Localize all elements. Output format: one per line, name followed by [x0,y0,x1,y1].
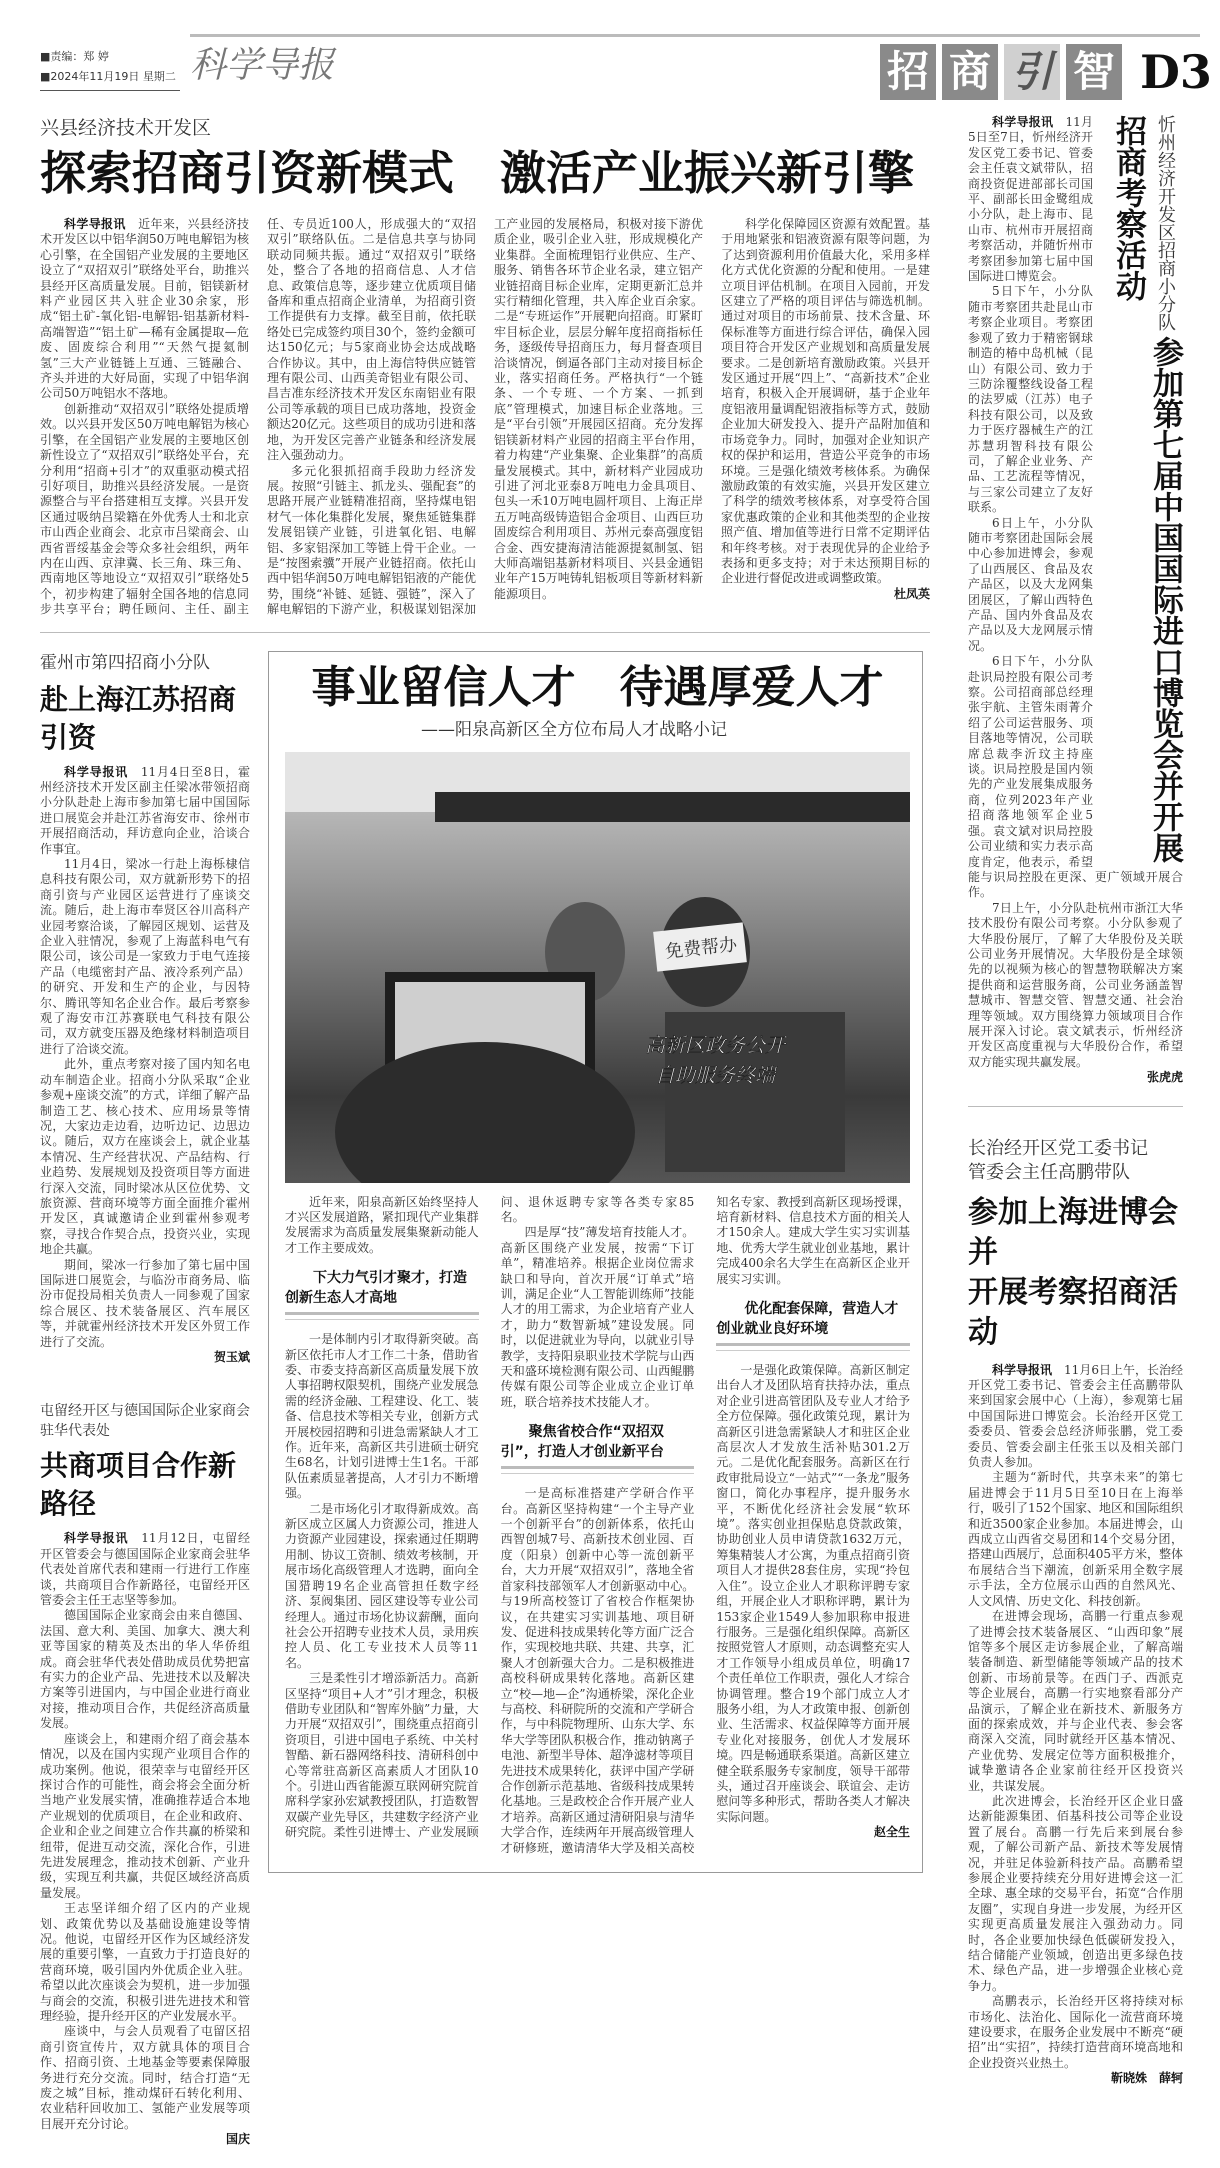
feature-title: 事业留信人才 待遇厚爱人才 [311,661,884,713]
heading-rule [716,1343,910,1351]
paragraph [40,217,249,402]
paragraph: 5日下午，小分队随市考察团共赴昆山市考察企业项目。考察团参观了致力于精密钢球制造的椿中岛机械（昆山）有限公司、致力于三防涂覆整线设备工程的法罗威（江苏）电子科技有限公司，以及致力于医疗器械生产的江苏慧玥智科技有限公司，了解企业业务、产品、工艺流程等情况，与三家公司建立了友好联系。 [968,284,1093,515]
right-area [968,115,1183,2087]
paragraph-text: 11月4日至8日，霍州经济技术开发区副主任梁冰带领招商小分队赴赴上海市参加第七届中国国际进口展览会并赴江苏省海安市、徐州市开展招商活动，拜访意向企业，洽谈合作事宜。 [40,764,250,856]
feature-box [268,651,923,1873]
paragraph: 德国国际企业家商会由来自德国、法国、意大利、美国、加拿大、澳大利亚等国家的精英及杰出的华人华侨组成。商会驻华代表处借助成员优势把富有实力的企业产品、先进技术以及解决方案等引进国内，与中国企业进行商业对接，推动项目合作，共促经济高质量发展。 [40,1608,250,1731]
paragraph-text: 11月6日上午，长治经开区党工委书记、管委会主任高鹏带队来到国家会展中心（上海），参观第七届中国国际进口博览会。长治经开区党工委委员、管委会总经济师张鹏，党工委委员、管委会副主任张玉以及相关部门负责人参加。 [968,1362,1183,1470]
article-kicker: 屯留经开区与德国国际企业家商会驻华代表处 [40,1403,250,1440]
vertical-headline-block [1101,115,1183,865]
byline: 贺玉斌 [213,1350,250,1364]
feature-body [285,1195,910,1856]
newspaper-logo: 科学导报 [190,45,335,86]
dateline-lead: 科学导报讯 [64,217,126,231]
paragraph: 高鹏表示，长治经开区将持续对标市场化、法治化、国际化一流营商环境建设要求，在服务企业发展中不断亮“硬招”出“实招”，持续打造营商环境高地和企业投资兴业热土。 [968,1994,1183,2070]
article-headline: 参加第七届中国国际进口博览会并开展招商考察活动 [1110,115,1183,864]
section-divider [40,632,930,633]
tunliu-article [40,1401,250,2147]
paragraph [40,765,250,857]
article-kicker: 霍州市第四招商小分队 [40,652,210,673]
article-kicker: 管委会主任高鹏带队 [968,1161,1130,1183]
byline: 张虎虎 [1146,1070,1183,1085]
article-headline: 共商项目合作新路径 [40,1449,237,1521]
article-headline [968,1193,1183,1353]
section-divider [968,1106,1183,1107]
changzhi-article [968,1137,1183,2087]
paragraph: 在进博会现场，高鹏一行重点参观了进博会技术装备展区、“山西印象”展馆等多个展区走访参展企业，了解高端装备制造、新型储能等领域产品的技术创新、市场前景等。在西门子、西派克等企业展台，高鹏一行实地察看部分产品演示，了解企业在新技术、新服务方面的探索成效，并与企业代表、参会客商深入交流，同时就经开区基本情况、产业优势、发展定位等方面积极推介，诚挚邀请各企业家前往经开区投资兴业，共谋发展。 [968,1609,1183,1793]
paragraph: 主题为“新时代，共享未来”的第七届进博会于11月5日至10日在上海举行，吸引了152个国家、地区和国际组织和近3500家企业参加。本届进博会，山西成立山西省交易团和14个交易分团，搭建山西展厅，总面积405平方米，整体布展结合当下潮流，创新采用全数字展示手法，全方位展示山西的自然风光、人文风情、历史文化、科技创新。 [968,1470,1183,1608]
feature-photo [285,752,910,1183]
issue-date: ■2024年11月19日 星期二 [40,70,176,83]
header-rule [190,34,1200,37]
page-header [0,0,1220,115]
paragraph-text: 近年来，兴县经济技术开发区以中铝华润50万吨电解铝为核心引擎，在全国铝产业发展的主要地区设立了“双招双引”联络处平台，助推兴县经开区高质量发展。目前，铝镁新材料产业园区共入驻企业30余家，形成“铝土矿-氧化铝-电解铝-铝基新材料-高端智造”“铝土矿—稀有金属提取—危废、固废综合利用”“天然气提氦制氢”三大产业链链上互通、三链融合、齐头并进的大好局面，实现了中铝华润公司50万吨铝水不落地。 [40,217,249,401]
paragraph: 6日上午，小分队随市考察团赴国际会展中心参加进博会，参观了山西展区、食品及农产品区，以及大龙网集团展区，了解山西特色产品、国内外食品及农产品以及大龙网展示情况。 [968,515,1093,653]
article-kicker: 长治经开区党工委书记 [968,1137,1148,1159]
paragraph: 二是市场化引才取得新成效。高新区成立区属人力资源公司，推进人力资源产业园建设，探索通过任期聘用制、协议工资制、绩效考核制，开展市场化高级管理人才选聘，面向全国猎聘19名企业高管担任数字经济、泵阀集团、园区建设等专业公司经理人。通过市场化协议薪酬，面向社会公开招聘专业技术人员，录用疾控人员、化工专业技术人员等11名。 [285,1501,479,1670]
paragraph: 一是强化政策保障。高新区制定出台人才及团队培育扶持办法，重点对企业引进高管团队及专业人才给予全方位保障。强化政策兑现，累计为高新区引进急需紧缺人才和驻区企业高层次人才发放生活补贴301.2万元。二是优化配套服务。高新区在行政审批局设立“一站式”“一条龙”服务窗口，简化办事程序，提升服务水平，不断优化经济社会发展“软环境”。落实创业担保贴息贷款政策，协助创业人员申请贷款1632万元，筹集精装人才公寓，为重点招商引资项目人才提供28套住房，实现“拎包入住”。设立企业人才职称评聘专家组，开展企业人才职称评聘，累计为153家企业1549人参加职称申报进行服务。三是强化组织保障。高新区按照党管人才原则，动态调整充实人才工作领导小组成员单位，明确17个责任单位工作职责，强化人才综合协调管理。整合19个部门成立人才服务小组，为人才政策申报、创新创业、生活需求、权益保障等方面开展专业化对接服务，创优人才发展环境。四是畅通联系渠道。高新区建立健全联系服务专家制度，领导干部带头，通过召开座谈会、联谊会、走访慰问等多种形式，帮助各类人才解决实际问题。 [716,1363,910,1824]
paragraph: 6日下午，小分队赴识局控股有限公司考察。公司招商部总经理张宇航、主管朱雨菁介绍了公司运营服务、项目落地等情况，公司联席总裁李沂玟主持座谈。识局控股是国内领先的产业发展集成服务商，位列2023年产业招商落地领军企业5强。袁文斌对识局控股公司业绩和实力表示高度肯定，他表示，希望能与识局控股在更深、更广领域开展合作。 [968,654,1183,900]
left-column [40,651,250,2148]
article-body [40,217,930,618]
dateline-lead: 科学导报讯 [992,1362,1053,1377]
photo-help-sign-text: 免费帮办 [664,933,739,963]
paragraph: 座谈会上，和建雨介绍了商会基本情况，以及在国内实现产业项目合作的成功案例。他说，很荣幸与屯留经开区探讨合作的可能性，商会将会全面分析当地产业发展实情，准确推荐适合本地产业规划的优质项目，在企业和政府、企业和企业之间建立合作共赢的桥梁和纽带，促进互动交流，深化合作，引进先进发展理念，推动技术创新、产业升级，实现互利共赢，共促区域经济高质量发展。 [40,1731,250,1900]
section-heading: 聚焦省校合作“双招双引”，打造人才创业新平台 [500,1424,664,1461]
date-divider [40,90,180,91]
headline-line: 开展考察招商活动 [968,1274,1178,1350]
paragraph-text: 11月5日至7日，忻州经济开发区党工委书记、管委会主任袁文斌带队，招商投资促进部部长司国平、副部长田金鹭组成小分队，赴上海市、昆山市、杭州市开展招商考察活动，并随忻州市考察团参加第七届中国国际进口博览会。 [968,115,1093,284]
photo-terminal-sign-text: 自助服务终端 [655,1062,775,1087]
dateline-lead: 科学导报讯 [64,1531,129,1546]
page-number: D3 [1140,45,1212,99]
byline: 靳晓姝 薛轲 [1110,2071,1183,2086]
paragraph: 创新推动“双招双引”联络处提质增效。以兴县开发区50万吨电解铝为核心引擎，在全国铝产业发展的主要地区创新性设立了“双招双引”联络处平台，充分利用“招商+引才”的双重驱动模式招引好项目，助推兴县经济发展。一是资源整合与平台搭建相互支撑。兴县开发区通过吸纳吕梁籍在外优秀人士和北京市山西企业商会、北京市吕梁商会、山西省晋绥基金会等众多社会组织，两年内在山西、京津冀、长三角、珠三角、西南地区等地设立“双招双引”联络处5个，初步构建了辐射全国各地的信息同步共享平台；聘任顾问、主任、副主任、专员近100人，形成强大的“双招双引”联络队伍。二是信息共享与协同联动同频共振。通过“双招双引”联络处，整合了各地的招商信息、人才信息、政策信息等，逐步建立优质项目储备库和重点招商企业清单，为招商引资工作提供有力支撑。截至目前，依托联络处已完成签约项目30个，签约金额可达150亿元；与5家商业协会达成战略合作协议。其中，由上海信特供应链管理有限公司、山西美奇铝业有限公司、昌吉准东经济技术开发区东南铝业有限公司等承载的项目已成功落地，投资金额达20亿元。这些项目的成功引进和落地，为开发区完善产业链条和经济发展注入强劲动力。 [40,217,476,617]
paragraph: 近年来，阳泉高新区始终坚持人才兴区发展道路，紧扣现代产业集群发展需求为高质量发展集聚新动能人才工作主要成效。 [285,1194,479,1255]
paragraph: 王志坚详细介绍了区内的产业规划、政策优势以及基础设施建设等情况。他说，屯留经开区作为区域经济发展的重要引擎，一直致力于打造良好的营商环境，吸引国内外优质企业入驻。希望以此次座谈会为契机，进一步加强与商会的交流，积极引进先进技术和管理经验，提升经开区的产业发展水平。 [40,1901,250,2023]
paragraph: 此次进博会，长治经开区企业日盛达新能源集团、佰基科技公司等企业设置了展台。高鹏一行先后来到展台参观，了解公司新产品、新技术等发展情况，并驻足体验新科技产品。高鹏希望参展企业要持续充分用好进博会这一汇全球、惠全球的交易平台，拓宽“合作朋友圈”，实现自身进一步发展，为经开区实现更高质量发展注入强劲动力。同时，各企业要加快绿色低碳研发投入，结合储能产业领域，创造出更多绿色技术、绿色产品，进一步增强企业核心竞争力。 [968,1793,1183,1993]
huozhou-article [40,651,250,1366]
article-kicker: 忻州经济开发区招商小分队 [1155,115,1176,331]
xinzhou-article [968,115,1183,1086]
section-char: 商 [942,44,998,100]
headline-line: 参加上海进博会并 [968,1194,1178,1270]
page-main [0,115,1220,2168]
section-banner [880,44,1122,100]
paragraph: 座谈中，与会人员观看了屯留区招商引资宣传片，双方就具体的项目合作、招商引资、土地基金等要素保障服务进行充分交流。同时，结合打造“无废之城”目标，推动煤矸石转化利用、农业秸秆回收加工、氢能产业发展等项目展开充分讨论。 [40,2024,250,2131]
section-char: 引 [1004,44,1060,100]
heading-rule [501,1466,695,1474]
section-char: 智 [1066,44,1122,100]
paragraph: 7日上午，小分队赴杭州市浙江大华技术股份有限公司考察。小分队参观了大华股份展厅，了解了大华股份及关联公司业务开展情况。大华股份是全球领先的以视频为核心的智慧物联解决方案提供商和运营服务商，公司业务涵盖智慧城市、智慧交管、智慧交通、社会治理等领域。双方围绕算力领域项目合作展开深入讨论。袁文斌表示，忻州经济开发区高度重视与大华股份合作，希望双方能实现共赢发展。 [968,900,1183,1069]
paragraph: 三是柔性引才增添新活力。高新区坚持“项目+人才”引才理念，积极借助专业团队和“智库外脑”力量，大力开展“双招双引”，围绕重点招商引资项目，引进中国电子系统、中关村智酷、新石器网络科技、清研科创中心等常驻高新区高素质人才团队10个。引进山西省能源互联网研究院首席科学家孙宏斌教授团队，打造数智双碳产业先导区，共建数字经济产业研究院。柔性引进博士、产业发展顾问、退休返聘专家等各类专家85名。 [285,1194,695,1840]
byline: 杜凤英 [893,586,930,601]
lower-row [40,651,930,2148]
photo-scene [285,752,910,1183]
paragraph [40,1531,250,1608]
dateline-lead: 科学导报讯 [992,115,1054,129]
article-headline: 赴上海江苏招商引资 [40,682,237,754]
section-heading: 优化配套保障，营造人才创业就业良好环境 [716,1301,899,1337]
paragraph: 此外，重点考察对接了国内知名电动车制造企业。招商小分队采取“企业参观+座谈交流”的方式，详细了解产品制造工艺、核心技术、应用场景等情况，大家边走边看，边听边记、边思边议。随后，双方在座谈会上，就企业基本情况、生产经营状况、产品结构、行业趋势、发展规划及投资项目等方面进行深入交流，同时梁冰从区位优势、文旅资源、营商环境等方面全面推介霍州开发区，真诚邀请企业到霍州参观考察，寻找合作契合点，投资兴业，实现地企共赢。 [40,1057,250,1257]
editor-credit: ■责编：郑 婷 [40,50,109,63]
xingxian-article [40,115,930,618]
paragraph-text: 11月12日，屯留经开区管委会与德国国际企业家商会驻华代表处首席代表和建雨一行进行工作座谈，共商项目合作新路径，屯留经开区管委会主任王志坚等参加。 [40,1531,250,1608]
dateline-lead: 科学导报讯 [64,764,129,779]
paragraph: 四是厚“技”薄发培育技能人才。高新区围绕产业发展，按需“下订单”，精准培养。根据企业岗位需求缺口和导向，首次开展“订单式”培训，满足企业“人工智能训练师”技能人才的用工需求，为企业培育产业人才，助力“数智新城”建设发展。同时，以促进就业为导向，以就业引导教学，支持阳泉职业技术学院与山西天和盛环境检测有限公司、山西鲲鹏传媒有限公司等企业成立企业订单班，联合培养技术技能人才。 [500,1225,695,1409]
section-heading: 下大力气引才聚才，打造创新生态人才高地 [285,1270,467,1307]
heading-rule [285,1312,479,1320]
paragraph: 11月4日，梁冰一行赴上海栎棣信息科技有限公司，双方就新形势下的招商引资与产业园区运营进行了座谈交流。随后，赴上海市奉贤区谷川高科产业园考察洽谈，了解园区规划、运营及企业入驻情况，参观了上海蓝科电气有限公司，该公司是一家致力于电气连接产品（电缆密封产品、液冷系列产品）的研究、开发和生产的企业，与因特尔、腾讯等知名企业合作。最后考察参观了海安市江苏赛联电气科技有限公司，双方就变压器及绝缘材料制造项目进行了洽谈交流。 [40,857,250,1056]
paragraph: 期间，梁冰一行参加了第七届中国国际进口展览会，与临汾市商务局、临汾市促投局相关负责人一同参观了国家综合展区、技术装备展区、汽车展区等，并就霍州经济技术开发区外贸工作进行了交流。 [40,1257,250,1349]
paragraph: 多元化狠抓招商手段助力经济发展。按照“引链主、抓龙头、强配套”的思路开展产业链精准招商，坚持煤电铝材气一体化集群化发展，聚焦延链集群发展铝镁产业链，引进氧化铝、电解铝、多家铝深加工等链上骨干企业。一是“按图索骥”开展产业链招商。依托山西中铝华润50万吨电解铝铝液的产能优势，围绕“补链、延链、强链”，深入了解电解铝的下游产业，积极谋划铝深加工产业园的发展格局，积极对接下游优质企业，吸引企业入驻，形成规模化产业集群。全面梳理铝行业供应、生产、服务、销售各环节企业名录，建立铝产业链招商目标企业库，定期更新汇总并实行精细化管理，共入库企业百余家。二是“专班运作”开展靶向招商。盯紧盯牢目标企业，层层分解年度招商指标任务，逐级传导招商压力，每月督查项目洽谈情况，倒逼各部门主动对接目标企业，落实招商任务。严格执行“一个链条、一个专班、一个方案、一抓到底”管理模式，加速目标企业落地。三是“平台引领”开展园区招商。充分发挥铝镁新材料产业园的招商主平台作用，着力构建“产业集聚、企业集群”的高质量发展模式。其中，新材料产业园成功引进了河北亚泰8万吨电力金具项目、包头一禾10万吨电圆杆项目、上海正岸五万吨高级铸造铝合金项目、山西巨功固废综合利用项目、苏州元泰高强度铝合金、西安捷海清洁能源提氦制氢、铝大师高端铝基新材料项目、兴县金通铝业年产15万吨铸轧铝板项目等新材料新能源项目。 [267,217,703,617]
left-area [40,115,930,2148]
byline: 赵全生 [873,1825,910,1840]
paragraph: 一是体制内引才取得新突破。高新区依托市人才工作二十条，借助省委、市委支持高新区高质量发展下放人事招聘权限契机，围绕产业发展急需的经济金融、工程建设、化工、装备、信息技术等相关专业，创新方式开展校园招聘和引进急需紧缺人才工作。近年来，高新区共引进硕士研究生68名，计划引进博士生1名。干部队伍素质显著提高，人才引力不断增强。 [285,1332,479,1501]
photo-counter-sign [435,792,910,822]
paragraph: 一是高标准搭建产学研合作平台。高新区坚持构建“一个主导产业一个创新平台”的创新体系，依托山西智创城7号、高新技术创业园、百度（阳泉）创新中心等一流创新平台，大力开展“双招双引”，落地全省首家科技部领军人才创新驱动中心。与19所高校签订了省校合作框架协议，在共建实习实训基地、项目研发、促进科技成果转化等方面广泛合作，实现校地共联、共建、共享，汇聚人才创新强大合力。二是积极推进高校科研成果转化落地。高新区建立“校—地—企”沟通桥梁，深化企业与高校、科研院所的交流和产学研合作，与中科院物理所、山东大学、东华大学等团队积极合作，推动钠离子电池、新型半导体、超净滤材等项目先进技术成果转化，获评中国产学研合作创新示范基地、省级科技成果转化基地。三是政校企合作开展产业人才培养。高新区通过清研阳泉与清华大学合作，连续两年开展高级管理人才研修班，邀请清华大学及相关高校知名专家、教授到高新区现场授课，培育新材料、信息技术方面的相关人才150余人。建成大学生实习实训基地、优秀大学生就业创业基地，累计完成400余名大学生在高新区企业开展实习实训。 [500,1194,910,1855]
paragraph: 科学化保障园区资源有效配置。基于用地紧张和铝液资源有限等问题，为了达到资源利用价值最大化，采用多样化方式优化资源的分配和使用。一是建立项目评估机制。在项目入园前，开发区建立了严格的项目评估与筛选机制。通过对项目的市场前景、技术含量、环保标准等方面进行综合评估，确保入园项目符合开发区产业规划和高质量发展要求。二是创新培育激励政策。兴县开发区通过开展“四上”、“高新技术”企业培育，积极入企开展调研，基于企业年度铝液用量调配铝液指标等方式，鼓励企业加大研发投入、提升产品附加值和市场竞争力。同时，加强对企业知识产权的保护和运用，营造公平竞争的市场环境。三是强化绩效考核体系。为确保激励政策的有效实施，兴县开发区建立了科学的绩效考核体系，对享受符合国家优惠政策的企业和其他类型的企业按照产值、增加值等进行日常不定期评估和年终考核。对于表现优异的企业给予表扬和更多支持；对于未达预期目标的企业进行督促改进或调整政策。 [721,217,930,586]
byline: 国庆 [225,2132,250,2147]
section-char: 招 [880,44,936,100]
paragraph [968,1363,1183,1471]
feature-subtitle: ——阳泉高新区全方位布局人才战略小记 [421,719,727,740]
article-kicker: 兴县经济技术开发区 [40,117,212,139]
article-headline: 探索招商引资新模式 激活产业振兴新引擎 [40,146,914,200]
photo-terminal-sign-text: 高新区政务公开 [645,1032,785,1057]
